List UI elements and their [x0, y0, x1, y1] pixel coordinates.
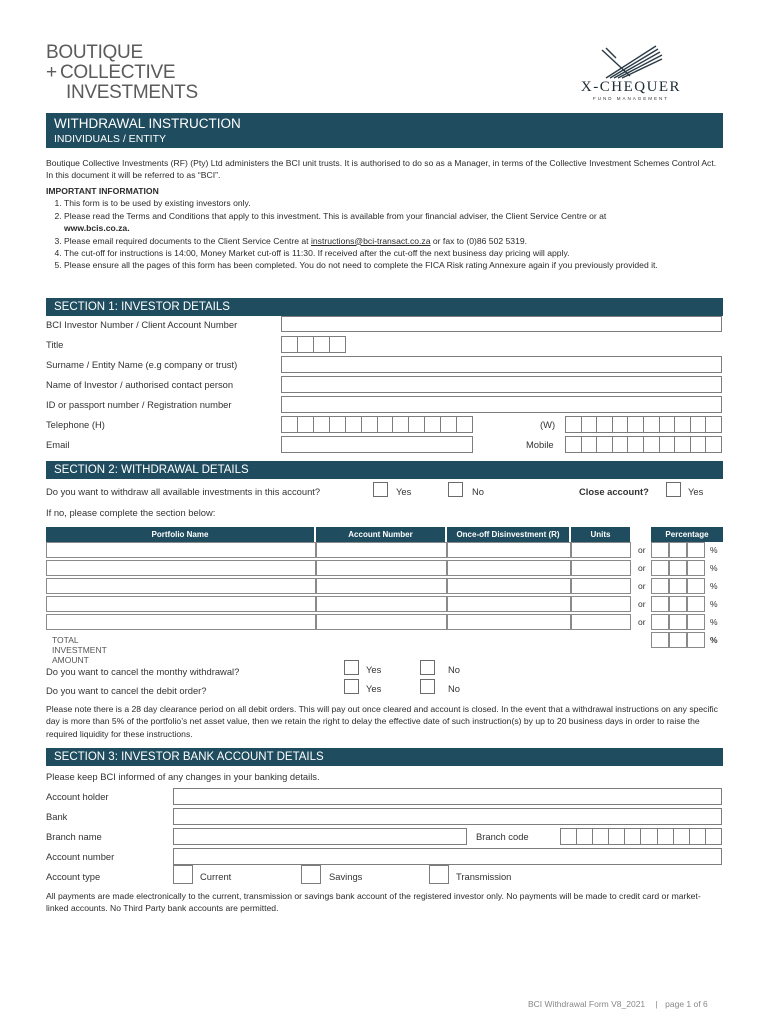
bci-logo [46, 43, 198, 103]
or-label: or [638, 581, 646, 591]
account-number-cell[interactable] [316, 614, 447, 630]
percentage-cell[interactable] [687, 614, 705, 630]
cancel-monthly-yes-label: Yes [366, 664, 382, 675]
current-label: Current [200, 871, 232, 882]
intro-text: Boutique Collective Investments (RF) (Pty) Ltd administers the BCI unit trusts. It is authorised to do so as a Manager, in terms of the Collective Investment Schemes Control Act. In this document it will be referred to as “BCI”. [46, 158, 717, 181]
branch-name-input[interactable] [173, 828, 467, 845]
withdraw-all-yes-label: Yes [396, 486, 412, 497]
percent-sign: % [710, 581, 718, 591]
percent-sign: % [710, 599, 718, 609]
footer [528, 999, 708, 1009]
important-item: 1. This form is to be used by existing investors only. [64, 197, 722, 209]
mobile-label: Mobile [526, 439, 554, 450]
close-account-yes-label: Yes [688, 486, 704, 497]
payments-note: All payments are made electronically to the current, transmission or savings bank account of the registered investor only. No payments will be made to credit card or market-linked accounts. No Third Party bank accounts are permitted. [46, 891, 701, 914]
branch-code-label: Branch code [476, 831, 529, 842]
or-label: or [638, 599, 646, 609]
telephone-work-label: (W) [540, 419, 556, 430]
bcis-link[interactable]: www.bcis.co.za. [64, 223, 130, 234]
important-item: 3. Please email required documents to the Client Service Centre at instructions@bci-transact.co.za or fax to (0)86 502 5319. [64, 235, 722, 247]
total-investment-label: TOTAL INVESTMENT AMOUNT [52, 635, 107, 665]
email-input[interactable] [281, 436, 473, 453]
total-percentage-cell[interactable] [687, 632, 705, 648]
cancel-debit-no-label: No [448, 683, 460, 694]
portfolio-name-cell[interactable] [46, 614, 316, 630]
if-no-instruction: If no, please complete the section below: [46, 507, 216, 518]
account-holder-label: Account holder [46, 791, 109, 802]
account-number-cell[interactable] [316, 542, 447, 558]
important-information [46, 185, 722, 272]
or-label: or [638, 617, 646, 627]
cancel-monthly-question: Do you want to cancel the monthy withdrawal? [46, 666, 240, 677]
logo-line-3: INVESTMENTS [66, 82, 198, 103]
important-heading: IMPORTANT INFORMATION [46, 186, 159, 196]
col-units: Units [571, 527, 630, 542]
section2-header: SECTION 2: WITHDRAWAL DETAILS [46, 461, 723, 479]
units-cell[interactable] [571, 596, 631, 612]
bank-account-number-input[interactable] [173, 848, 722, 865]
account-holder-input[interactable] [173, 788, 722, 805]
withdraw-all-no-checkbox[interactable] [448, 482, 463, 497]
disinvestment-cell[interactable] [447, 542, 571, 558]
percentage-cell[interactable] [651, 614, 669, 630]
account-number-label: BCI Investor Number / Client Account Number [46, 319, 238, 330]
cancel-debit-yes-checkbox[interactable] [344, 679, 359, 694]
form-header [46, 113, 723, 148]
mobile-input[interactable] [565, 436, 722, 453]
telephone-home-input[interactable] [281, 416, 473, 433]
close-account-label: Close account? [579, 486, 649, 497]
percentage-cell[interactable] [669, 614, 687, 630]
percentage-cell[interactable] [651, 542, 669, 558]
title-label: Title [46, 339, 64, 350]
branch-name-label: Branch name [46, 831, 102, 842]
footer-form-id: BCI Withdrawal Form V8_2021 [528, 999, 646, 1009]
account-number-cell[interactable] [316, 560, 447, 576]
percentage-cell[interactable] [651, 578, 669, 594]
id-number-input[interactable] [281, 396, 722, 413]
bank-label: Bank [46, 811, 68, 822]
percentage-cell[interactable] [669, 542, 687, 558]
or-label: or [638, 563, 646, 573]
surname-input[interactable] [281, 356, 722, 373]
account-number-label-bank: Account number [46, 851, 115, 862]
bank-input[interactable] [173, 808, 722, 825]
xchequer-logo [568, 42, 694, 102]
cancel-debit-no-checkbox[interactable] [420, 679, 435, 694]
transmission-checkbox[interactable] [429, 865, 449, 884]
savings-checkbox[interactable] [301, 865, 321, 884]
investor-name-input[interactable] [281, 376, 722, 393]
email-label: Email [46, 439, 70, 450]
surname-label: Surname / Entity Name (e.g company or trust) [46, 359, 238, 370]
cancel-monthly-no-checkbox[interactable] [420, 660, 435, 675]
close-account-yes-checkbox[interactable] [666, 482, 681, 497]
disinvestment-cell[interactable] [447, 614, 571, 630]
col-portfolio-name: Portfolio Name [46, 527, 314, 542]
units-cell[interactable] [571, 560, 631, 576]
section1-header: SECTION 1: INVESTOR DETAILS [46, 298, 723, 316]
branch-code-input[interactable] [560, 828, 722, 845]
plus-icon: + [46, 62, 57, 83]
investor-name-label: Name of Investor / authorised contact person [46, 379, 234, 390]
units-cell[interactable] [571, 542, 631, 558]
portfolio-name-cell[interactable] [46, 596, 316, 612]
percent-sign: % [710, 545, 718, 555]
withdraw-all-yes-checkbox[interactable] [373, 482, 388, 497]
logo-line-2: COLLECTIVE [60, 62, 176, 83]
section3-header: SECTION 3: INVESTOR BANK ACCOUNT DETAILS [46, 748, 723, 766]
footer-page-number: page 1 of 6 [665, 999, 708, 1009]
clearance-note: Please note there is a 28 day clearance period on all debit orders. This will pay out once cleared and account is closed. In the event that a withdrawal instructions on any specific day is more than 5% of the portfolio’s net asset value, then we retain the right to delay the effective date of such instruction(s) by up to 20 business days in order to raise the required liquidity for these instructions. [46, 704, 718, 739]
units-cell[interactable] [571, 614, 631, 630]
percentage-cell[interactable] [669, 560, 687, 576]
disinvestment-cell[interactable] [447, 596, 571, 612]
account-number-input[interactable] [281, 316, 722, 332]
portfolio-name-cell[interactable] [46, 578, 316, 594]
percentage-cell[interactable] [651, 560, 669, 576]
important-item: 2. Please read the Terms and Conditions that apply to this investment. This is available from your financial adviser, the Client Service Centre or at www.bcis.co.za. [64, 210, 722, 235]
percentage-cell[interactable] [687, 596, 705, 612]
percentage-cell[interactable] [669, 596, 687, 612]
savings-label: Savings [329, 871, 363, 882]
important-item: 5. Please ensure all the pages of this form has been completed. You do not need to complete the FICA Risk rating Annexure again if you previously provided it. [64, 259, 722, 271]
account-number-cell[interactable] [316, 596, 447, 612]
percentage-cell[interactable] [651, 596, 669, 612]
percentage-cell[interactable] [687, 560, 705, 576]
account-number-cell[interactable] [316, 578, 447, 594]
current-checkbox[interactable] [173, 865, 193, 884]
keep-informed-note: Please keep BCI informed of any changes in your banking details. [46, 771, 320, 782]
transmission-label: Transmission [456, 871, 512, 882]
units-cell[interactable] [571, 578, 631, 594]
form-title: WITHDRAWAL INSTRUCTION [54, 116, 241, 131]
xchequer-emblem-icon [586, 42, 666, 80]
percentage-cell[interactable] [687, 578, 705, 594]
form-subtitle: INDIVIDUALS / ENTITY [54, 133, 167, 145]
disinvestment-cell[interactable] [447, 578, 571, 594]
cancel-monthly-no-label: No [448, 664, 460, 675]
withdraw-all-question: Do you want to withdraw all available investments in this account? [46, 486, 321, 497]
cancel-monthly-yes-checkbox[interactable] [344, 660, 359, 675]
percent-sign: % [710, 563, 718, 573]
telephone-work-input[interactable] [565, 416, 722, 433]
col-percentage: Percentage [651, 527, 723, 542]
email-link[interactable]: instructions@bci-transact.co.za [310, 235, 431, 246]
portfolio-name-cell[interactable] [46, 542, 316, 558]
disinvestment-cell[interactable] [447, 560, 571, 576]
id-number-label: ID or passport number / Registration number [46, 399, 232, 410]
total-percentage-cell[interactable] [651, 632, 669, 648]
percent-sign: % [710, 635, 718, 645]
percentage-cell[interactable] [687, 542, 705, 558]
xchequer-sub: FUND MANAGEMENT [593, 96, 669, 101]
xchequer-name: X-CHEQUER [580, 79, 682, 95]
or-label: or [638, 545, 646, 555]
cancel-debit-question: Do you want to cancel the debit order? [46, 685, 207, 696]
withdraw-all-no-label: No [472, 486, 484, 497]
footer-separator: | [655, 999, 658, 1009]
telephone-home-label: Telephone (H) [46, 419, 105, 430]
percent-sign: % [710, 617, 718, 627]
portfolio-name-cell[interactable] [46, 560, 316, 576]
col-disinvestment: Once-off Disinvestment (R) [447, 527, 569, 542]
account-type-label: Account type [46, 871, 101, 882]
logo-line-1: BOUTIQUE [46, 42, 143, 63]
cancel-debit-yes-label: Yes [366, 683, 382, 694]
col-account-number: Account Number [316, 527, 445, 542]
important-item: 4. The cut-off for instructions is 14:00, Money Market cut-off is 11:30. If received after the cut-off the next business day pricing will apply. [64, 247, 722, 259]
percentage-cell[interactable] [669, 578, 687, 594]
title-input[interactable] [281, 336, 346, 353]
total-percentage-cell[interactable] [669, 632, 687, 648]
